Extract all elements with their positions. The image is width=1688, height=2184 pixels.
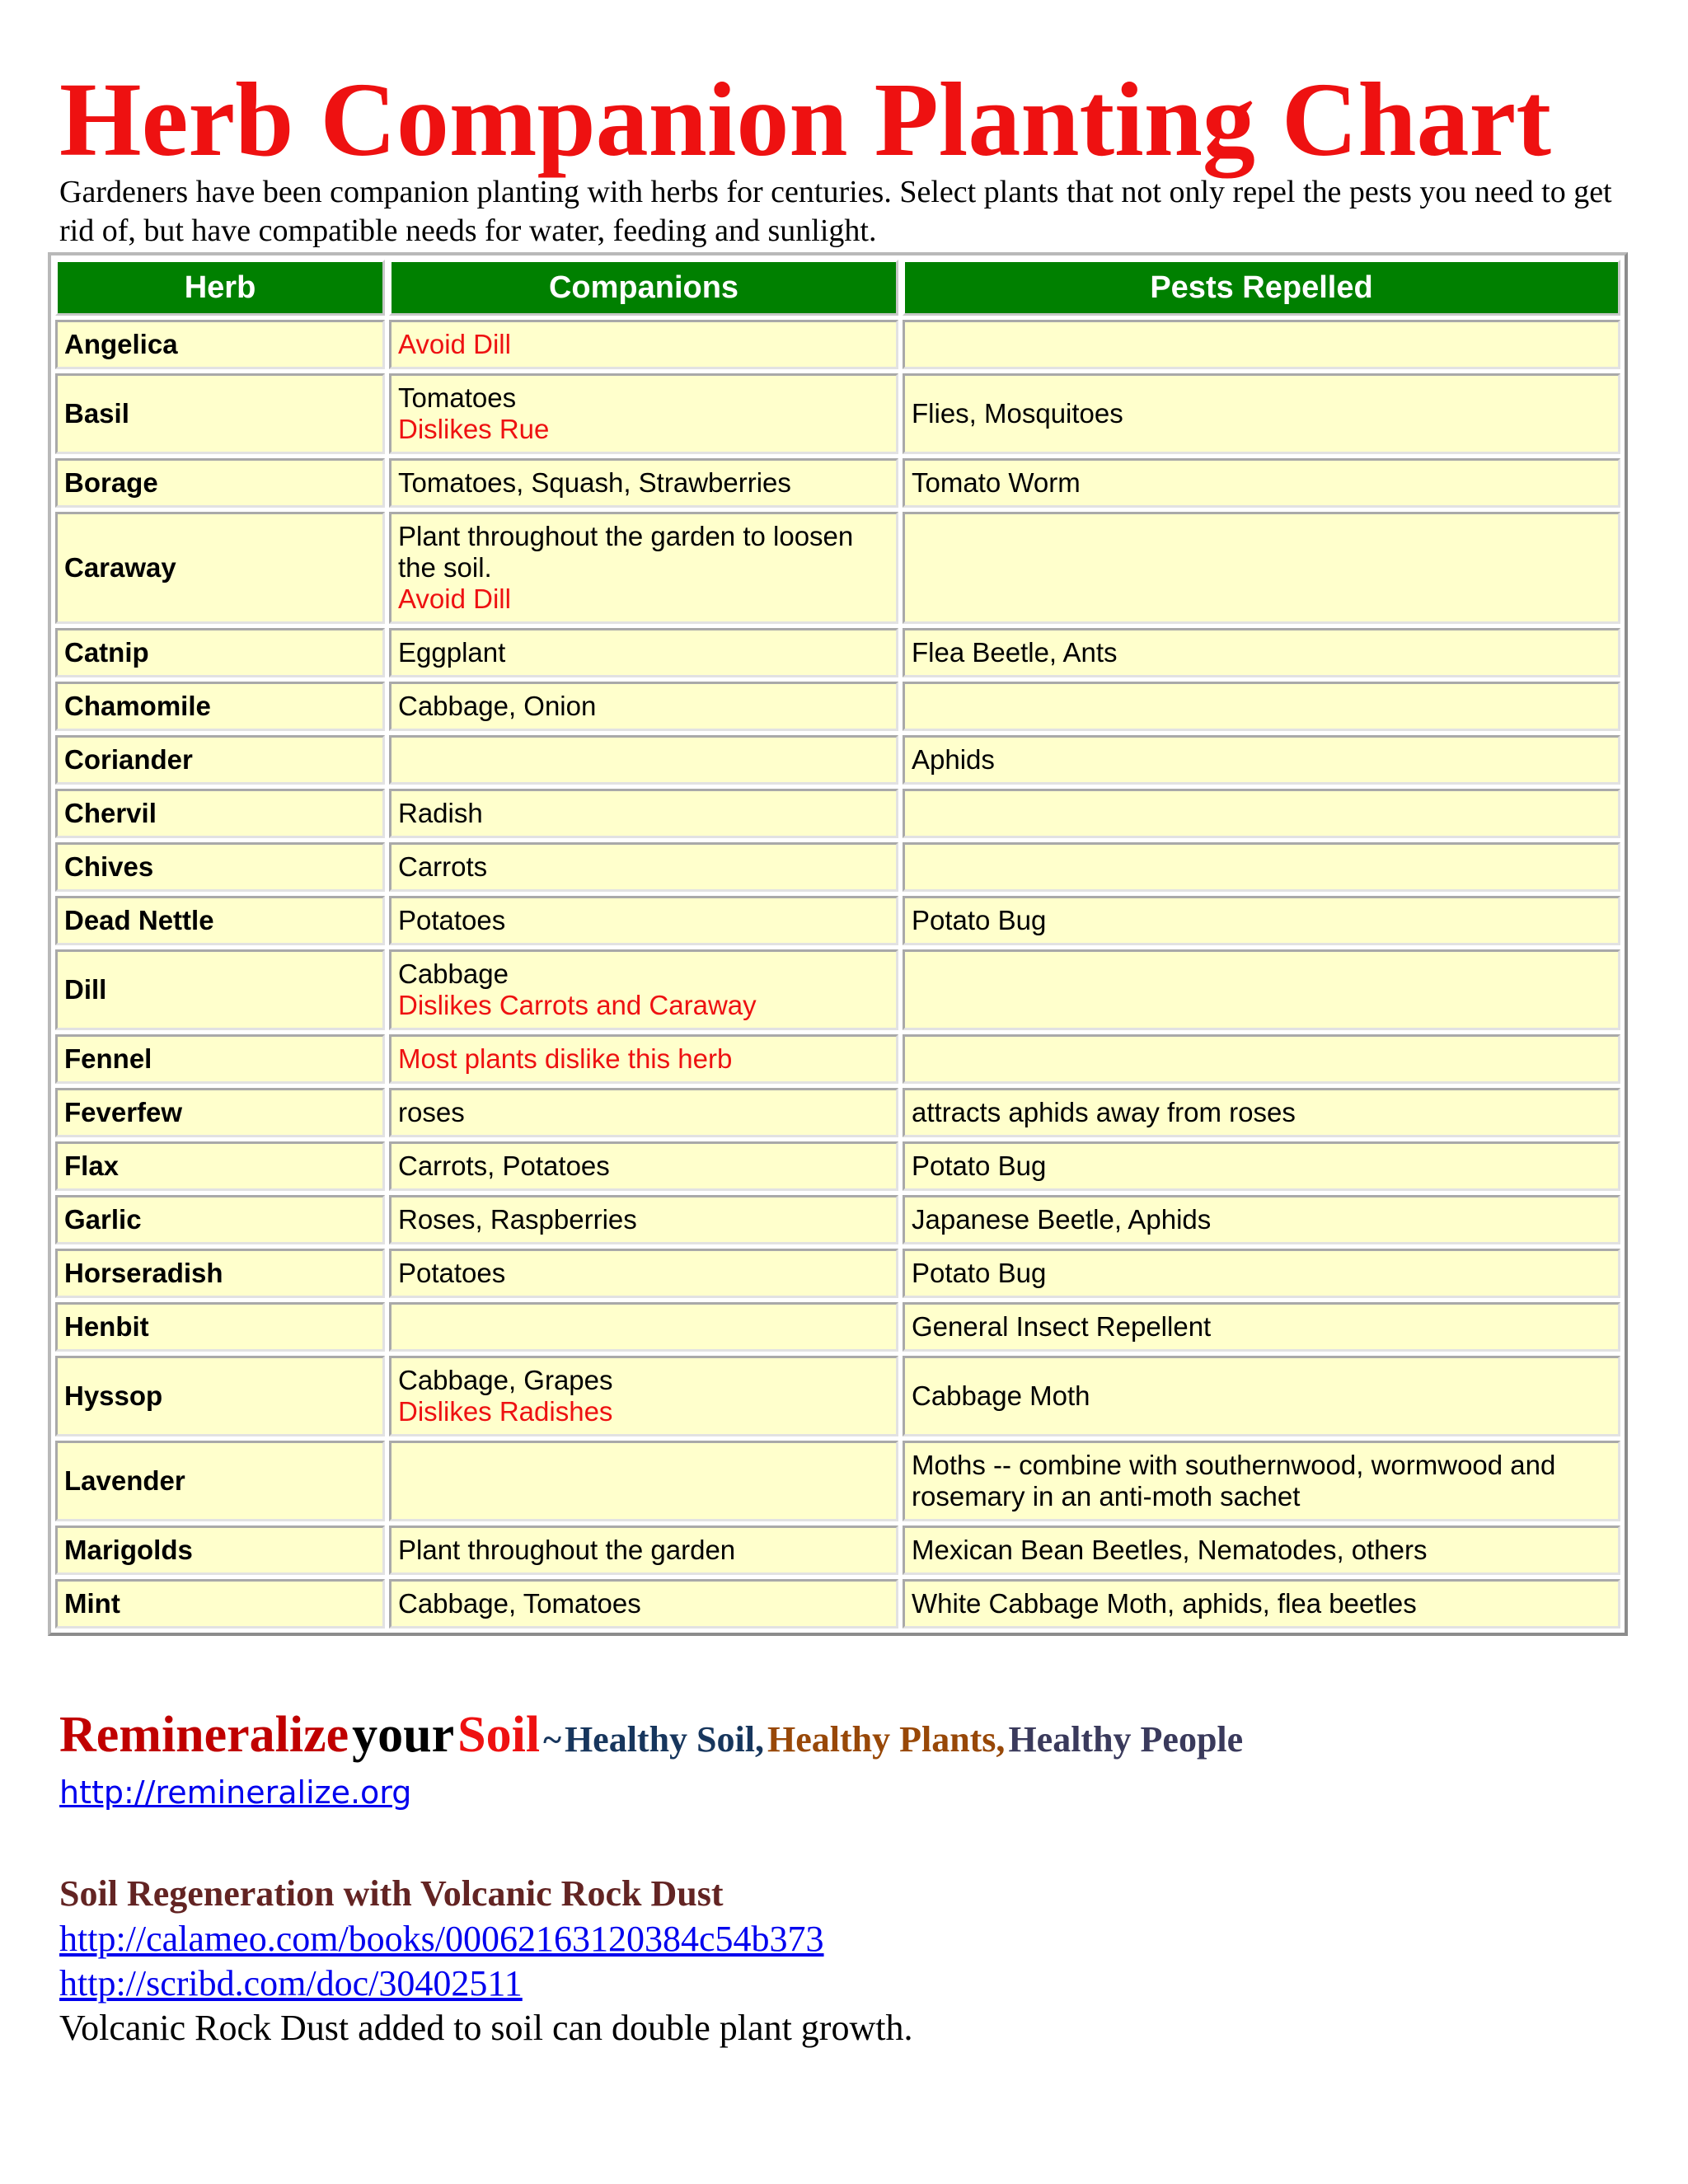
pests-cell [903, 1034, 1620, 1084]
pests-cell: Cabbage Moth [903, 1356, 1620, 1436]
companions-cell [389, 1249, 898, 1298]
table-row [55, 789, 1620, 838]
companions-text: Plant throughout the garden [398, 1535, 736, 1565]
pests-cell: Tomato Worm [903, 458, 1620, 508]
table-row [55, 1195, 1620, 1244]
soil-regeneration-heading: Soil Regeneration with Volcanic Rock Dust [59, 1873, 724, 1914]
companions-text: Roses, Raspberries [398, 1204, 637, 1235]
table-row [55, 512, 1620, 624]
table-body [55, 320, 1620, 1629]
companion-warning-text: Avoid Dill [398, 583, 511, 614]
companions-text: Tomatoes, Squash, Strawberries [398, 467, 791, 498]
remineralize-tagline [59, 1706, 1243, 1777]
tagline-healthy-soil: Healthy Soil, [564, 1719, 764, 1760]
table-row [55, 949, 1620, 1030]
column-header-pests: Pests Repelled [903, 260, 1620, 316]
table-row [55, 458, 1620, 508]
pests-cell: Moths -- combine with southernwood, wormwood and rosemary in an anti-moth sachet [903, 1441, 1620, 1521]
herb-cell: Chervil [55, 789, 385, 838]
pests-cell [903, 682, 1620, 731]
companions-cell [389, 896, 898, 945]
herb-cell: Hyssop [55, 1356, 385, 1436]
herb-cell: Chives [55, 842, 385, 892]
table-row [55, 1249, 1620, 1298]
companion-table [51, 255, 1625, 1633]
companions-cell [389, 1302, 898, 1352]
companions-text: Cabbage [398, 958, 509, 989]
table-row [55, 1141, 1620, 1191]
companions-text: Potatoes [398, 1258, 506, 1288]
companion-warning-text: Dislikes Carrots and Caraway [398, 990, 757, 1020]
companions-text: roses [398, 1097, 465, 1127]
pests-cell [903, 842, 1620, 892]
companions-cell [389, 1526, 898, 1575]
table-row [55, 373, 1620, 454]
intro-paragraph: Gardeners have been companion planting with herbs for centuries. Select plants that not only repel the pests you need to get rid of, but have compatible needs for water, feeding and sunlight. [59, 175, 1612, 248]
tagline-healthy-plants: Healthy Plants, [767, 1719, 1006, 1760]
table-row [55, 1088, 1620, 1137]
herb-cell: Angelica [55, 320, 385, 369]
table-row [55, 1526, 1620, 1575]
herb-cell: Horseradish [55, 1249, 385, 1298]
tagline-healthy-people: Healthy People [1008, 1719, 1244, 1760]
companions-cell [389, 1141, 898, 1191]
herb-cell: Flax [55, 1141, 385, 1191]
companions-cell [389, 949, 898, 1030]
companions-cell [389, 320, 898, 369]
companion-warning-text: Most plants dislike this herb [398, 1043, 733, 1074]
companions-text: Potatoes [398, 905, 506, 935]
companion-warning-text: Dislikes Radishes [398, 1396, 613, 1427]
companions-cell [389, 1195, 898, 1244]
companions-text: Plant throughout the garden to loosen the soil. [398, 521, 854, 583]
companions-cell [389, 1441, 898, 1521]
column-header-herb: Herb [55, 260, 385, 316]
herb-cell: Chamomile [55, 682, 385, 731]
companions-text: Carrots, Potatoes [398, 1151, 610, 1181]
companions-cell [389, 735, 898, 785]
tagline-your: your [352, 1707, 455, 1763]
companion-warning-text: Avoid Dill [398, 329, 511, 359]
companions-text: Eggplant [398, 637, 506, 668]
companions-text: Radish [398, 798, 483, 828]
companions-cell [389, 628, 898, 677]
pests-cell: Potato Bug [903, 896, 1620, 945]
table-row [55, 896, 1620, 945]
table-row [55, 1034, 1620, 1084]
remineralize-link[interactable]: http://remineralize.org [59, 1774, 412, 1811]
calameo-link[interactable]: http://calameo.com/books/00062163120384c54b373 [59, 1919, 824, 1959]
herb-cell: Henbit [55, 1302, 385, 1352]
table-row [55, 1302, 1620, 1352]
companions-cell [389, 512, 898, 624]
pests-cell: White Cabbage Moth, aphids, flea beetles [903, 1579, 1620, 1629]
companions-cell [389, 789, 898, 838]
table-row [55, 682, 1620, 731]
herb-cell: Dill [55, 949, 385, 1030]
scribd-link[interactable]: http://scribd.com/doc/30402511 [59, 1963, 523, 2004]
herb-cell: Lavender [55, 1441, 385, 1521]
table-row [55, 735, 1620, 785]
companions-cell [389, 1088, 898, 1137]
herb-cell: Caraway [55, 512, 385, 624]
tagline-soil: Soil [457, 1707, 541, 1763]
herb-cell: Catnip [55, 628, 385, 677]
companion-table-container [48, 252, 1628, 1636]
companions-text: Tomatoes [398, 382, 517, 413]
pests-cell: General Insect Repellent [903, 1302, 1620, 1352]
herb-cell: Fennel [55, 1034, 385, 1084]
herb-cell: Feverfew [55, 1088, 385, 1137]
table-row [55, 1356, 1620, 1436]
companions-cell [389, 842, 898, 892]
companions-cell [389, 1034, 898, 1084]
herb-cell: Basil [55, 373, 385, 454]
page-title: Herb Companion Planting Chart [59, 61, 1551, 178]
pests-cell [903, 320, 1620, 369]
tagline-tilde: ~ [543, 1722, 561, 1760]
table-row [55, 1441, 1620, 1521]
table-row [55, 320, 1620, 369]
pests-cell: attracts aphids away from roses [903, 1088, 1620, 1137]
column-header-companions: Companions [389, 260, 898, 316]
companions-cell [389, 458, 898, 508]
companions-cell [389, 1356, 898, 1436]
companions-cell [389, 1579, 898, 1629]
herb-cell: Borage [55, 458, 385, 508]
table-row [55, 1579, 1620, 1629]
closing-sentence: Volcanic Rock Dust added to soil can double plant growth. [59, 2008, 913, 2048]
herb-cell: Coriander [55, 735, 385, 785]
pests-cell [903, 949, 1620, 1030]
herb-cell: Marigolds [55, 1526, 385, 1575]
pests-cell: Japanese Beetle, Aphids [903, 1195, 1620, 1244]
pests-cell: Flea Beetle, Ants [903, 628, 1620, 677]
pests-cell: Flies, Mosquitoes [903, 373, 1620, 454]
herb-cell: Mint [55, 1579, 385, 1629]
companions-text: Cabbage, Tomatoes [398, 1588, 641, 1619]
companions-cell [389, 682, 898, 731]
pests-cell: Aphids [903, 735, 1620, 785]
herb-cell: Dead Nettle [55, 896, 385, 945]
table-row [55, 628, 1620, 677]
table-row [55, 842, 1620, 892]
pests-cell: Potato Bug [903, 1249, 1620, 1298]
companions-text: Cabbage, Onion [398, 691, 597, 721]
pests-cell: Potato Bug [903, 1141, 1620, 1191]
companions-cell [389, 373, 898, 454]
companion-warning-text: Dislikes Rue [398, 414, 550, 444]
tagline-remineralize: Remineralize [59, 1707, 349, 1763]
pests-cell [903, 789, 1620, 838]
pests-cell: Mexican Bean Beetles, Nematodes, others [903, 1526, 1620, 1575]
table-header-row [55, 260, 1620, 316]
pests-cell [903, 512, 1620, 624]
companions-text: Cabbage, Grapes [398, 1365, 613, 1395]
companions-text: Carrots [398, 851, 488, 882]
herb-cell: Garlic [55, 1195, 385, 1244]
